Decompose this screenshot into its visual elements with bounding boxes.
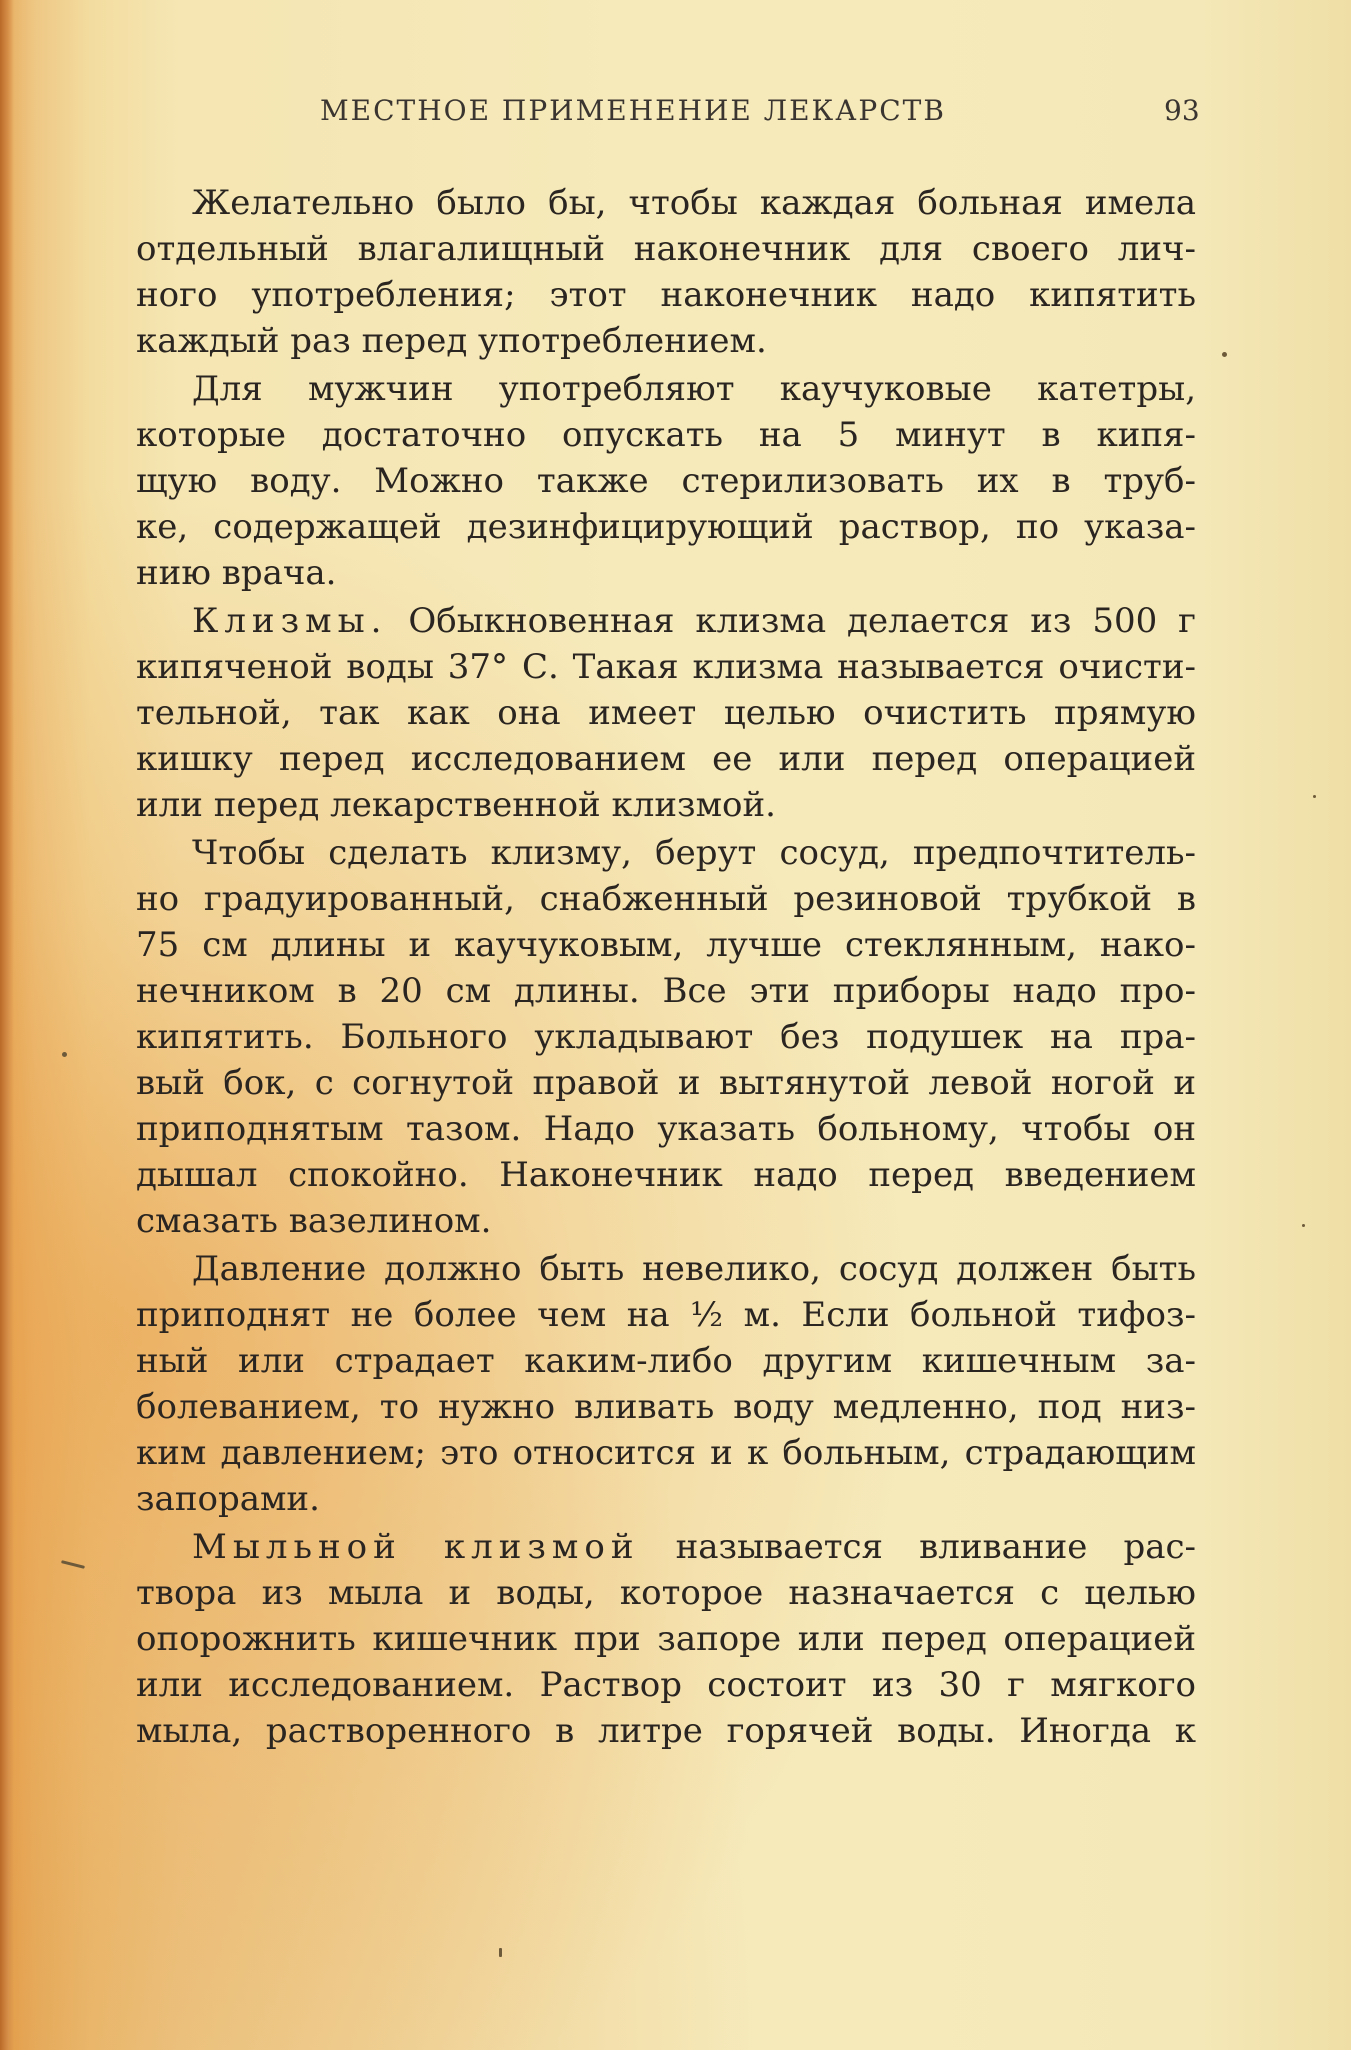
- paragraph: [136, 180, 1196, 364]
- text-line: нию врача.: [136, 553, 337, 593]
- text-line-content: Обыкновенная клизма делается из 500 г: [408, 601, 1196, 641]
- text-line: отдельный влагалищный наконечник для своего лич-: [136, 229, 1196, 269]
- text-line: дышал спокойно. Наконечник надо перед введением: [136, 1155, 1196, 1195]
- text-line: ке, содержащей дезинфицирующий раствор, по указа-: [136, 507, 1196, 547]
- text-line: [136, 598, 1196, 644]
- text-line: кишку перед исследованием ее или перед операцией: [136, 739, 1196, 779]
- text-line: которые достаточно опускать на 5 минут в кипя-: [136, 415, 1196, 455]
- text-line: приподнятым тазом. Надо указать больному, чтобы он: [136, 1109, 1196, 1149]
- paragraph: [136, 366, 1196, 596]
- paper-speck: [499, 1948, 502, 1957]
- text-line: смазать вазелином.: [136, 1201, 492, 1241]
- text-line: кипятить. Больного укладывают без подушек на пра-: [136, 1017, 1196, 1057]
- text-line: кипяченой воды 37° С. Такая клизма называется очисти-: [136, 647, 1196, 687]
- text-line: опорожнить кишечник при запоре или перед операцией: [136, 1619, 1196, 1659]
- paper-speck: [1302, 1224, 1305, 1227]
- text-line: мыла, растворенного в литре горячей воды. Иногда к: [136, 1711, 1196, 1751]
- paper-speck: [61, 1560, 85, 1569]
- text-line: ким давлением; это относится и к больным, страдающим: [136, 1433, 1196, 1473]
- page-edge-shading: [0, 0, 14, 2050]
- text-line: или исследованием. Раствор состоит из 30 г мягкого: [136, 1665, 1196, 1705]
- text-line: нечником в 20 см длины. Все эти приборы надо про-: [136, 971, 1196, 1011]
- text-line: [136, 1524, 1196, 1570]
- paper-speck: [1313, 795, 1316, 798]
- paragraph: [136, 1524, 1196, 1754]
- paragraph: [136, 598, 1196, 828]
- text-line: Давление должно быть невелико, сосуд должен быть: [192, 1249, 1196, 1289]
- page-number: 93: [1164, 94, 1200, 127]
- text-line: или перед лекарственной клизмой.: [136, 785, 776, 825]
- paper-speck: [62, 1052, 67, 1057]
- text-line: каждый раз перед употреблением.: [136, 321, 767, 361]
- text-line: тельной, так как она имеет целью очистить прямую: [136, 693, 1196, 733]
- text-line: вый бок, с согнутой правой и вытянутой левой ногой и: [136, 1063, 1196, 1103]
- text-line: твора из мыла и воды, которое назначается с целью: [136, 1573, 1196, 1613]
- section-lead: Клизмы.: [192, 601, 388, 641]
- section-lead: Мыльной клизмой: [192, 1527, 640, 1567]
- paragraph: [136, 1246, 1196, 1522]
- text-line: ный или страдает каким-либо другим кишечным за-: [136, 1341, 1196, 1381]
- text-line: Желательно было бы, чтобы каждая больная имела: [192, 183, 1196, 223]
- text-line: 75 см длины и каучуковым, лучше стеклянным, нако-: [136, 925, 1196, 965]
- text-line: Чтобы сделать клизму, берут сосуд, предпочтитель-: [192, 833, 1196, 873]
- paragraph: [136, 830, 1196, 1244]
- text-line: запорами.: [136, 1479, 320, 1519]
- paper-speck: [1222, 352, 1227, 357]
- text-line: щую воду. Можно также стерилизовать их в труб-: [136, 461, 1196, 501]
- text-line: болеванием, то нужно вливать воду медленно, под низ-: [136, 1387, 1196, 1427]
- running-head: МЕСТНОЕ ПРИМЕНЕНИЕ ЛЕКАРСТВ: [320, 94, 946, 127]
- text-line: но градуированный, снабженный резиновой трубкой в: [136, 879, 1196, 919]
- text-line: ного употребления; этот наконечник надо кипятить: [136, 275, 1196, 315]
- text-line: приподнят не более чем на ½ м. Если больной тифоз-: [136, 1295, 1196, 1335]
- body-text: [136, 180, 1196, 1754]
- text-line-content: называется вливание рас-: [675, 1527, 1197, 1567]
- text-line: Для мужчин употребляют каучуковые катетры,: [192, 369, 1196, 409]
